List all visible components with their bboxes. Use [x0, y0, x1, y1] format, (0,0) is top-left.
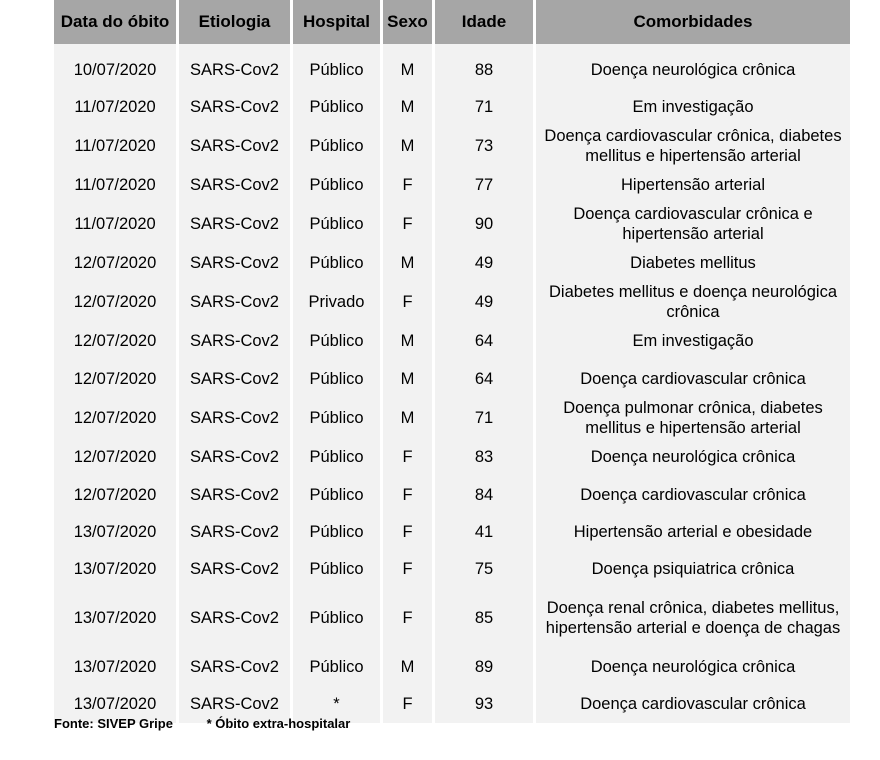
comorbidities-cell: Hipertensão arterial [536, 166, 850, 204]
age-cell: 88 [435, 44, 536, 88]
age-cell: 77 [435, 166, 536, 204]
hospital-cell: Público [293, 476, 383, 514]
etiology-cell: SARS-Cov2 [179, 88, 293, 126]
hospital-cell: Público [293, 126, 383, 166]
sex-cell: F [383, 282, 435, 322]
date-cell: 11/07/2020 [54, 88, 179, 126]
source-note: Fonte: SIVEP Gripe [54, 716, 173, 731]
table-row [54, 204, 850, 244]
comorbidities-cell: Em investigação [536, 88, 850, 126]
etiology-cell: SARS-Cov2 [179, 44, 293, 88]
sex-cell: F [383, 587, 435, 648]
age-cell: 84 [435, 476, 536, 514]
sex-cell: M [383, 360, 435, 398]
age-cell: 64 [435, 360, 536, 398]
date-cell: 12/07/2020 [54, 322, 179, 360]
date-cell: 13/07/2020 [54, 550, 179, 587]
table-row [54, 244, 850, 282]
hospital-cell: Privado [293, 282, 383, 322]
table-header-row [54, 0, 850, 44]
hospital-cell: Público [293, 514, 383, 550]
sex-cell: F [383, 514, 435, 550]
date-cell: 12/07/2020 [54, 438, 179, 476]
comorbidities-cell: Doença pulmonar crônica, diabetes mellitus e hipertensão arterial [536, 398, 850, 438]
etiology-cell: SARS-Cov2 [179, 398, 293, 438]
comorbidities-cell: Doença renal crônica, diabetes mellitus, hipertensão arterial e doença de chagas [536, 587, 850, 648]
hospital-cell: Público [293, 550, 383, 587]
etiology-cell: SARS-Cov2 [179, 360, 293, 398]
etiology-cell: SARS-Cov2 [179, 550, 293, 587]
date-cell: 12/07/2020 [54, 282, 179, 322]
table-row [54, 550, 850, 587]
header-idade: Idade [435, 0, 536, 44]
etiology-cell: SARS-Cov2 [179, 438, 293, 476]
header-sexo: Sexo [383, 0, 435, 44]
etiology-cell: SARS-Cov2 [179, 204, 293, 244]
deaths-table [54, 0, 850, 723]
hospital-cell: Público [293, 44, 383, 88]
table-row [54, 398, 850, 438]
date-cell: 11/07/2020 [54, 166, 179, 204]
comorbidities-cell: Doença psiquiatrica crônica [536, 550, 850, 587]
age-cell: 71 [435, 398, 536, 438]
age-cell: 49 [435, 282, 536, 322]
age-cell: 64 [435, 322, 536, 360]
sex-cell: F [383, 476, 435, 514]
date-cell: 13/07/2020 [54, 685, 179, 723]
comorbidities-cell: Doença cardiovascular crônica e hipertensão arterial [536, 204, 850, 244]
comorbidities-cell: Diabetes mellitus [536, 244, 850, 282]
hospital-cell: Público [293, 360, 383, 398]
age-cell: 75 [435, 550, 536, 587]
deaths-table-container [54, 0, 850, 723]
hospital-cell: Público [293, 587, 383, 648]
header-data-do-obito: Data do óbito [54, 0, 179, 44]
table-body [54, 44, 850, 723]
etiology-cell: SARS-Cov2 [179, 322, 293, 360]
etiology-cell: SARS-Cov2 [179, 282, 293, 322]
age-cell: 93 [435, 685, 536, 723]
table-row [54, 322, 850, 360]
hospital-cell: Público [293, 166, 383, 204]
hospital-cell: Público [293, 204, 383, 244]
table-row [54, 88, 850, 126]
table-row [54, 514, 850, 550]
header-hospital: Hospital [293, 0, 383, 44]
age-cell: 85 [435, 587, 536, 648]
hospital-cell: Público [293, 88, 383, 126]
comorbidities-cell: Doença cardiovascular crônica [536, 685, 850, 723]
date-cell: 13/07/2020 [54, 514, 179, 550]
date-cell: 10/07/2020 [54, 44, 179, 88]
table-row [54, 648, 850, 685]
header-comorbidades: Comorbidades [536, 0, 850, 44]
table-row [54, 44, 850, 88]
etiology-cell: SARS-Cov2 [179, 244, 293, 282]
sex-cell: M [383, 322, 435, 360]
date-cell: 12/07/2020 [54, 398, 179, 438]
date-cell: 12/07/2020 [54, 360, 179, 398]
sex-cell: M [383, 126, 435, 166]
date-cell: 11/07/2020 [54, 126, 179, 166]
age-cell: 49 [435, 244, 536, 282]
table-footer [54, 716, 350, 731]
hospital-cell: Público [293, 244, 383, 282]
etiology-cell: SARS-Cov2 [179, 126, 293, 166]
hospital-cell: Público [293, 322, 383, 360]
date-cell: 12/07/2020 [54, 476, 179, 514]
table-row [54, 360, 850, 398]
age-cell: 90 [435, 204, 536, 244]
hospital-cell: Público [293, 648, 383, 685]
date-cell: 11/07/2020 [54, 204, 179, 244]
table-row [54, 476, 850, 514]
comorbidities-cell: Doença cardiovascular crônica [536, 360, 850, 398]
sex-cell: M [383, 398, 435, 438]
sex-cell: F [383, 204, 435, 244]
comorbidities-cell: Em investigação [536, 322, 850, 360]
etiology-cell: SARS-Cov2 [179, 587, 293, 648]
table-row [54, 166, 850, 204]
sex-cell: F [383, 166, 435, 204]
age-cell: 71 [435, 88, 536, 126]
table-row [54, 438, 850, 476]
sex-cell: M [383, 88, 435, 126]
age-cell: 89 [435, 648, 536, 685]
date-cell: 12/07/2020 [54, 244, 179, 282]
sex-cell: M [383, 44, 435, 88]
sex-cell: M [383, 648, 435, 685]
age-cell: 73 [435, 126, 536, 166]
sex-cell: F [383, 550, 435, 587]
hospital-cell: * [293, 685, 383, 723]
date-cell: 13/07/2020 [54, 648, 179, 685]
comorbidities-cell: Diabetes mellitus e doença neurológica crônica [536, 282, 850, 322]
comorbidities-cell: Doença cardiovascular crônica [536, 476, 850, 514]
table-row [54, 282, 850, 322]
sex-cell: F [383, 685, 435, 723]
table-row [54, 126, 850, 166]
age-cell: 83 [435, 438, 536, 476]
comorbidities-cell: Doença neurológica crônica [536, 44, 850, 88]
comorbidities-cell: Doença neurológica crônica [536, 438, 850, 476]
etiology-cell: SARS-Cov2 [179, 166, 293, 204]
hospital-cell: Público [293, 438, 383, 476]
date-cell: 13/07/2020 [54, 587, 179, 648]
etiology-cell: SARS-Cov2 [179, 514, 293, 550]
hospital-cell: Público [293, 398, 383, 438]
comorbidities-cell: Hipertensão arterial e obesidade [536, 514, 850, 550]
table-row [54, 587, 850, 648]
sex-cell: M [383, 244, 435, 282]
etiology-cell: SARS-Cov2 [179, 476, 293, 514]
age-cell: 41 [435, 514, 536, 550]
comorbidities-cell: Doença neurológica crônica [536, 648, 850, 685]
etiology-cell: SARS-Cov2 [179, 685, 293, 723]
sex-cell: F [383, 438, 435, 476]
extra-hospital-note: * Óbito extra-hospitalar [206, 716, 351, 731]
header-etiologia: Etiologia [179, 0, 293, 44]
etiology-cell: SARS-Cov2 [179, 648, 293, 685]
comorbidities-cell: Doença cardiovascular crônica, diabetes mellitus e hipertensão arterial [536, 126, 850, 166]
